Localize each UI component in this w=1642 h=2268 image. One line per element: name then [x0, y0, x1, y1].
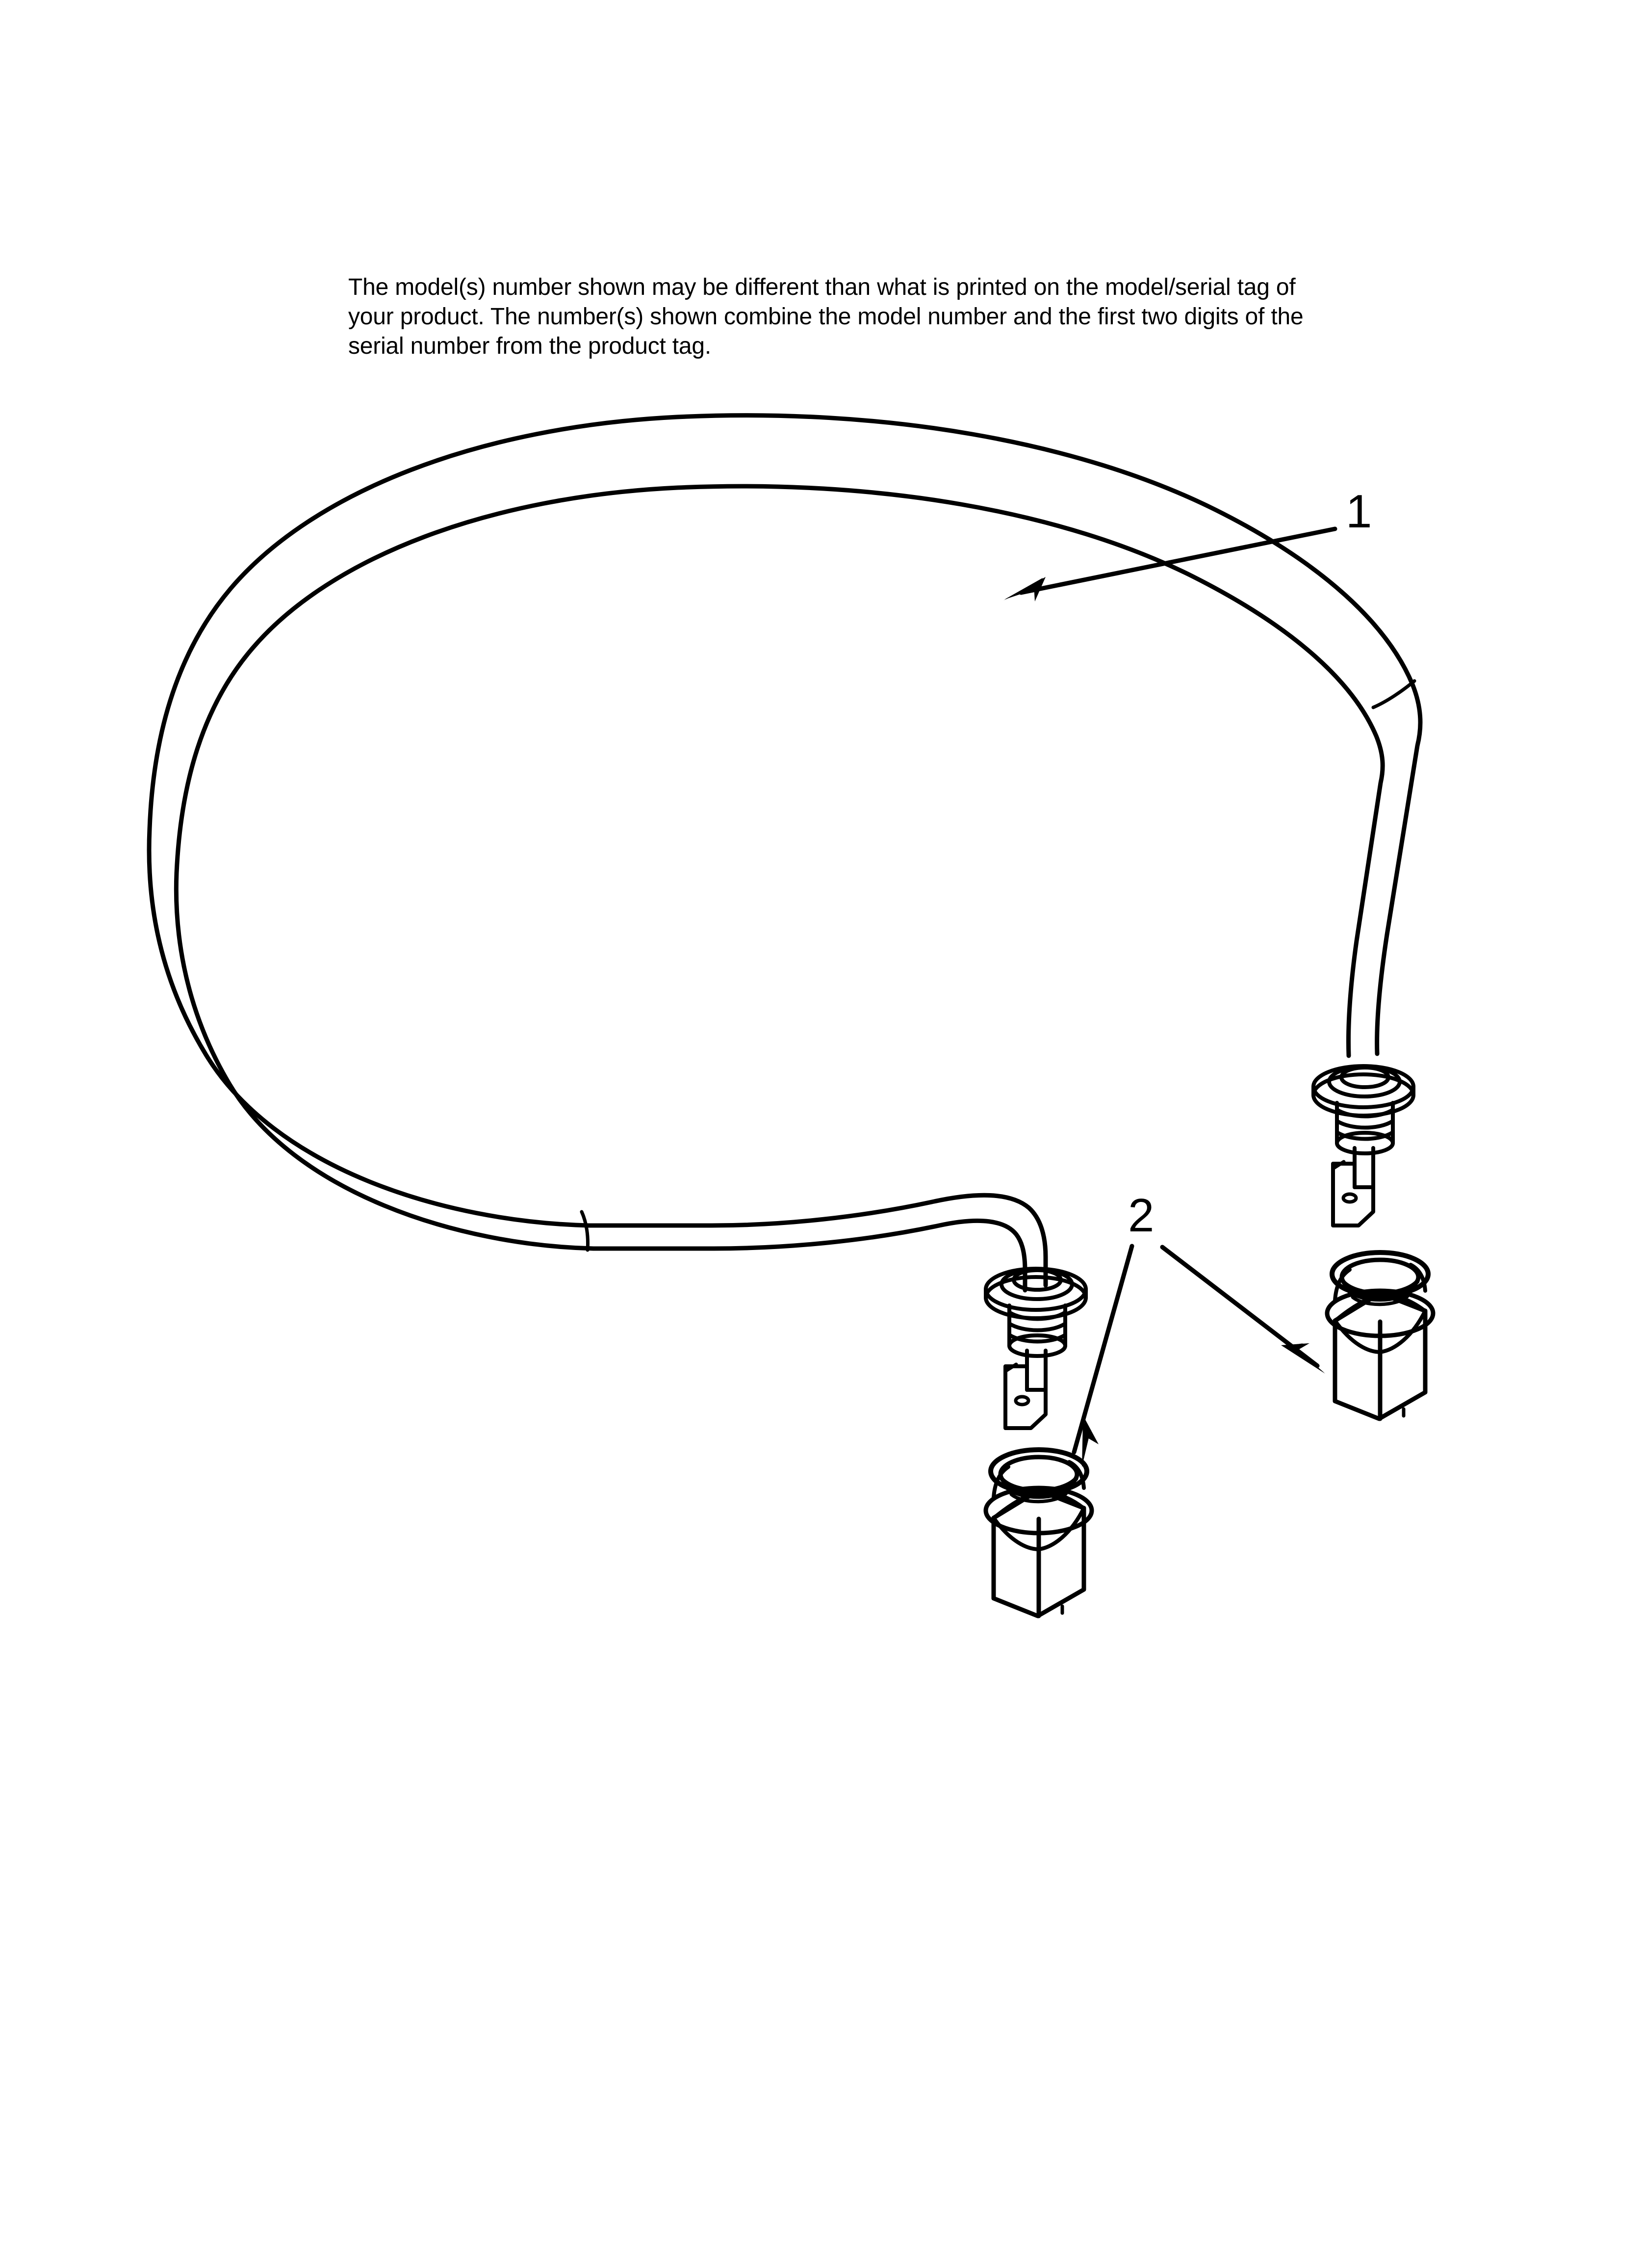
arrowhead-2-right-solid	[1281, 1343, 1325, 1374]
leader-arrow-1	[1021, 529, 1335, 593]
callout-label-2: 2	[1128, 1189, 1155, 1242]
element-terminal-right	[1313, 1066, 1413, 1225]
hex-nut-upper	[1327, 1252, 1433, 1419]
element-terminal-left	[986, 1269, 1086, 1428]
model-number-notice: The model(s) number shown may be different than what is printed on the model/serial tag of your product. The number(s) shown combine the model number and the first two digits of the serial number from the product tag.	[348, 274, 1310, 359]
heating-element-tube	[149, 416, 1420, 1290]
leader-arrow-2-left	[1074, 1246, 1132, 1452]
arrowhead-1-solid	[1003, 577, 1046, 601]
arrowhead-2-left-solid	[1082, 1419, 1099, 1468]
hex-nut-lower	[986, 1450, 1092, 1616]
callout-label-1: 1	[1346, 485, 1372, 538]
